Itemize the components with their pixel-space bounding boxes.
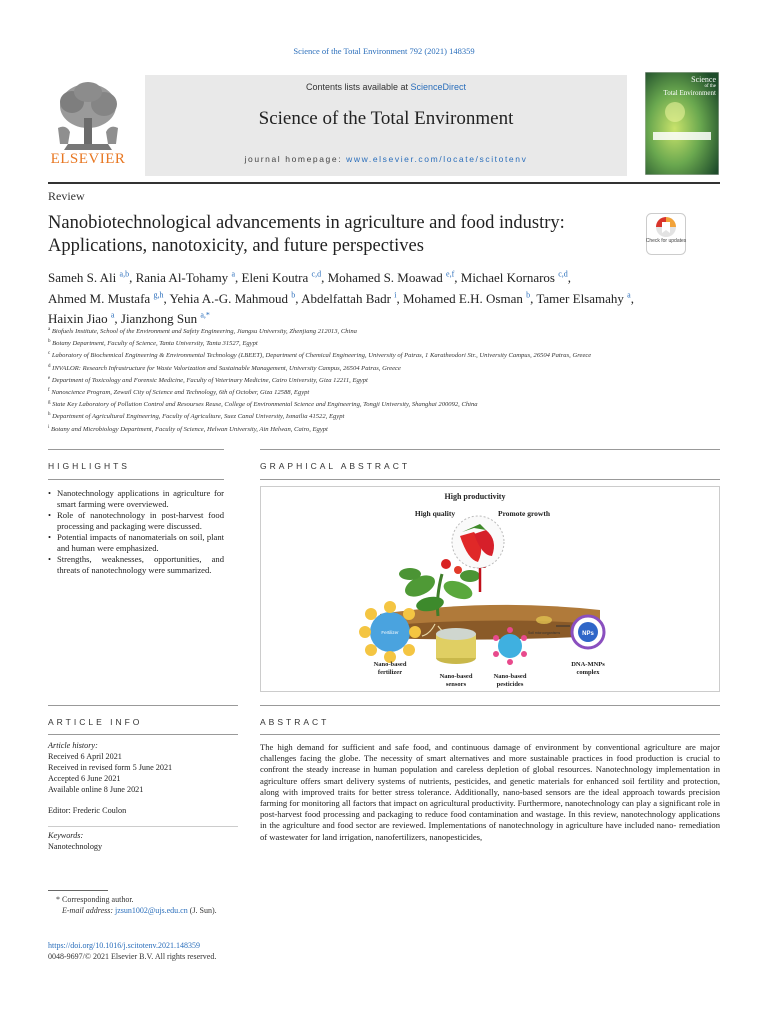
dna-mnp-complex-icon	[572, 616, 604, 648]
elsevier-wordmark: ELSEVIER	[50, 151, 126, 167]
email-link[interactable]: jzsun1002@ujs.edu.cn	[115, 906, 188, 915]
email-suffix: (J. Sun).	[187, 906, 217, 915]
highlight-item: • Nanotechnology applications in agriculture for smart farming were overviewed.	[57, 488, 224, 510]
ga-soil-microorganisms: Soil microorganisms	[527, 631, 561, 635]
ga-high-quality: High quality	[414, 509, 456, 518]
article-info	[48, 740, 238, 852]
copyright-line: 0048-9697/© 2021 Elsevier B.V. All rights reserved.	[48, 952, 217, 961]
article-info-rule	[48, 705, 238, 706]
affiliation-item: $^f$ Nanoscience Program, Zewail City of Science and Technology, 6th of October, Giza 12588, Egypt	[48, 387, 310, 397]
contents-prefix: Contents lists available at	[305, 82, 411, 92]
affiliation-item: $^h$ Department of Agricultural Engineering, Faculty of Agriculture, Suez Canal University, Ismailia 41522, Egypt	[48, 412, 345, 421]
nano-sensor-icon	[436, 628, 476, 664]
doi-block	[48, 940, 216, 962]
highlights-heading: HIGHLIGHTS	[48, 461, 130, 471]
author-list	[48, 266, 728, 327]
article-history-label: Article history:	[48, 741, 98, 750]
footnote-rule	[48, 890, 108, 891]
abstract-heading: ABSTRACT	[260, 717, 330, 727]
sciencedirect-link[interactable]: ScienceDirect	[410, 82, 467, 92]
author-4[interactable]: Mohamed S. Moawad $^{e,f}$,	[327, 270, 461, 286]
abstract-rule	[260, 705, 720, 706]
doi-link[interactable]: https://doi.org/10.1016/j.scitotenv.2021.148359	[48, 941, 200, 950]
article-type: Review	[48, 189, 85, 203]
ga-pesticides-label-2: pesticides	[496, 681, 524, 688]
author-11[interactable]: Haixin Jiao $^a$,	[48, 310, 121, 326]
author-2[interactable]: Rania Al-Tohamy $^a$,	[135, 270, 242, 286]
author-7[interactable]: Yehia A.-G. Mahmoud $^b$,	[169, 290, 302, 306]
ga-fertilizer-label-1: Nano-based	[373, 661, 407, 668]
article-title-line2: Applications, nanotoxicity, and future perspectives	[48, 236, 424, 256]
graphical-abstract-rule-bottom	[260, 479, 720, 480]
ga-sensors-label-2: sensors	[445, 681, 467, 688]
affiliation-list	[48, 325, 728, 435]
affiliation-item: $^a$ Biofuels Institute, School of the Environment and Safety Engineering, Jiangsu University, Zhenjiang 212013, China	[48, 327, 357, 336]
ga-high-productivity: High productivity	[444, 492, 506, 501]
corresponding-label: * Corresponding author.	[56, 895, 134, 904]
affiliation-item: $^g$ State Key Laboratory of Pollution Control and Resourses Reuse, College of Environmental Science and Engineering, Tongji University, Shanghai 200092, China	[48, 400, 478, 409]
history-item: Received 6 April 2021	[48, 752, 122, 761]
journal-title: Science of the Total Environment	[258, 108, 514, 129]
ga-fertilizer-center: Fertilizer	[381, 630, 399, 635]
history-item: Accepted 6 June 2021	[48, 774, 121, 783]
affiliation-item: $^c$ Laboratory of Biochemical Engineering & Environmental Technology (LBEET), Department of Chemical Engineering, University of Patras, 1 Karatheodori Str., University Campus, 26504 Patras, Greece	[48, 351, 592, 360]
keyword-item: Nanotechnology	[48, 842, 103, 851]
article-info-rule-bottom	[48, 734, 238, 735]
ga-nps: NPs	[582, 631, 594, 637]
article-info-heading: ARTICLE INFO	[48, 717, 143, 727]
highlight-item: • Strengths, weaknesses, opportunities, and threats of nanotechnology were summarized.	[57, 554, 224, 576]
author-10[interactable]: Tamer Elsamahy $^a$,	[536, 290, 634, 306]
affiliation-item: $^e$ Department of Toxicology and Forensic Medicine, Faculty of Veterinary Medicine, Cairo University, Giza 12211, Egypt	[48, 375, 368, 384]
affiliation-item: $^i$ Botany and Microbiology Department, Faculty of Science, Helwan University, Ain Helwan, Cairo, Egypt	[48, 424, 328, 433]
homepage-prefix: journal homepage:	[244, 154, 347, 164]
keywords-label: Keywords:	[48, 831, 84, 840]
abstract-rule-bottom	[260, 734, 720, 735]
cover-title-line2: of the	[704, 84, 716, 89]
ga-dna-label-1: DNA-MNPs	[571, 661, 605, 668]
cover-title	[650, 76, 716, 97]
history-item: Available online 8 June 2021	[48, 785, 144, 794]
highlight-item: • Potential impacts of nanomaterials on soil, plant and human were emphasized.	[57, 532, 224, 554]
affiliation-item: $^d$ INVALOR: Research Infrastructure for Waste Valorization and Sustainable Management, University Campus, 26504 Patras, Greece	[48, 363, 401, 372]
author-5[interactable]: Michael Kornaros $^{c,d}$,	[460, 270, 572, 286]
graphical-abstract-figure[interactable]	[260, 486, 720, 692]
highlights-rule-bottom	[48, 479, 224, 480]
masthead-divider	[48, 182, 720, 184]
ga-sensors-label-1: Nano-based	[439, 673, 473, 680]
ga-fertilizer-label-2: fertilizer	[377, 669, 403, 676]
highlights-rule	[48, 449, 224, 450]
ga-promote-growth: Promote growth	[497, 509, 551, 518]
article-title-line1: Nanobiotechnological advancements in agriculture and food industry:	[48, 213, 565, 233]
author-3[interactable]: Eleni Koutra $^{c,d}$,	[241, 270, 328, 286]
cover-title-line3: Total Environment	[663, 89, 716, 97]
article-title	[48, 212, 628, 258]
contents-line	[145, 82, 627, 92]
graphical-abstract-rule	[260, 449, 720, 450]
email-label: E-mail address:	[62, 906, 116, 915]
highlights-list	[48, 488, 224, 576]
ga-dna-label-2: complex	[576, 669, 600, 676]
corresponding-author	[48, 894, 348, 916]
author-9[interactable]: Mohamed E.H. Osman $^b$,	[402, 290, 537, 306]
journal-homepage	[145, 154, 627, 164]
homepage-link[interactable]: www.elsevier.com/locate/scitotenv	[346, 154, 528, 164]
abstract-text: The high demand for sufficient and safe food, and continuous damage of environment by conventional agriculture are major challenges facing the globe. The necessity of smart alternatives and more sustainable practices in food production is crucial to confront the steady increase in human population and careless depletion of global resources. Nanotechnology implementation in agriculture offers smart delivery systems of nutrients, pesticides, and genetic materials for enhanced soil fertility and protection, along with improved traits for better stress tolerance. Additionally, nano-based sensors are the ideal approach towards precision farming for monitoring all factors that impact on agricultural productivity. Furthermore, nanotechnology can play a significant role in post-harvest food processing and packaging to reduce food contamination and wastage. In this review, nanotechnology applications in the agriculture and food sector are reviewed. Implementations of nanotechnology in agriculture have included nano- remediation of wastewater for land irrigation, nanofertilizers, nanopesticides,	[260, 742, 720, 842]
author-8[interactable]: Abdelfattah Badr $^i$,	[301, 290, 403, 306]
highlight-item: • Role of nanotechnology in post-harvest food processing and packaging were discussed.	[57, 510, 224, 532]
editor-line: Editor: Frederic Coulon	[48, 806, 127, 815]
nano-fertilizer-icon	[359, 601, 421, 663]
ga-pesticides-label-1: Nano-based	[493, 673, 527, 680]
author-1[interactable]: Sameh S. Ali $^{a,b}$,	[48, 270, 136, 286]
check-for-updates-label[interactable]: Check for updates	[645, 238, 687, 244]
journal-citation-link[interactable]: Science of the Total Environment 792 (2021) 148359	[293, 46, 475, 56]
cover-title-line1: Science	[691, 75, 716, 84]
check-for-updates-icon[interactable]	[646, 213, 686, 255]
affiliation-item: $^b$ Botany Department, Faculty of Science, Tanta University, Tanta 31527, Egypt	[48, 339, 258, 348]
graphical-abstract-heading: GRAPHICAL ABSTRACT	[260, 461, 411, 471]
history-item: Received in revised form 5 June 2021	[48, 763, 173, 772]
author-6[interactable]: Ahmed M. Mustafa $^{g,h}$,	[48, 290, 170, 306]
author-12[interactable]: Jianzhong Sun $^{a,*}$	[120, 310, 210, 326]
